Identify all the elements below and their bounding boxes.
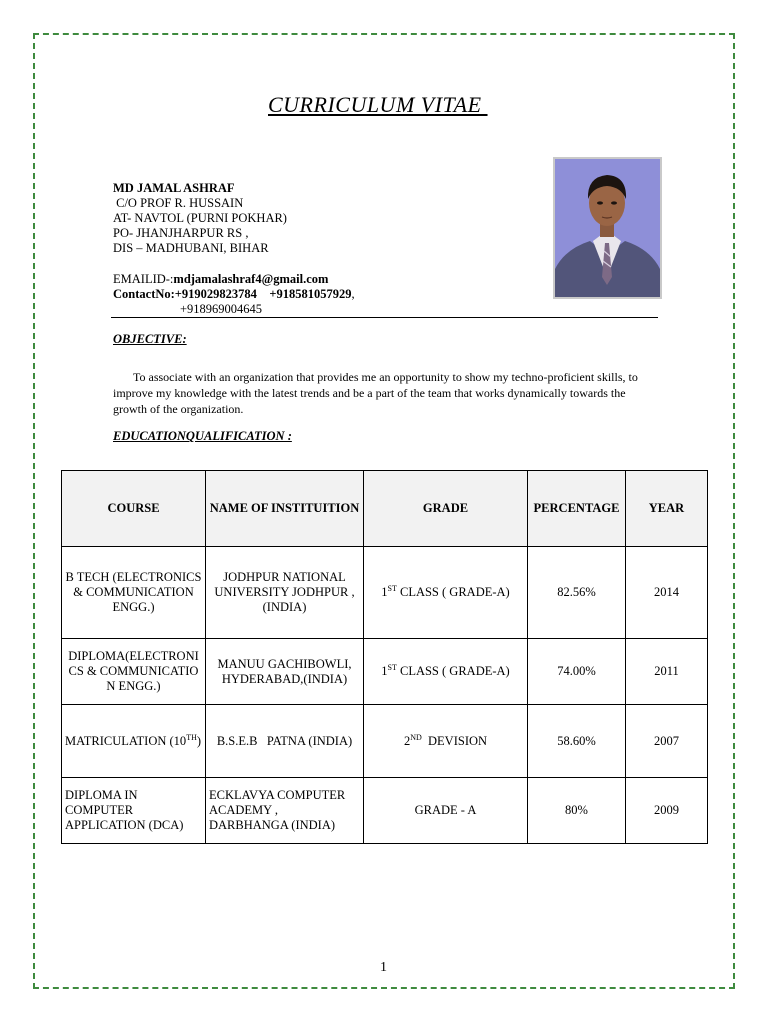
grade-cell: 1ST CLASS ( GRADE-A) xyxy=(364,547,528,639)
page-number: 1 xyxy=(380,960,387,975)
applicant-name: MD JAMAL ASHRAF xyxy=(113,181,235,195)
header-divider xyxy=(111,317,658,318)
course-cell: MATRICULATION (10TH) xyxy=(62,705,206,778)
address-line: AT- NAVTOL (PURNI POKHAR) xyxy=(113,211,287,225)
institution-cell: MANUU GACHIBOWLI, HYDERABAD,(INDIA) xyxy=(206,639,364,705)
percentage-cell: 80% xyxy=(528,778,626,844)
document-title: CURRICULUM VITAE xyxy=(268,92,488,117)
header-grade: GRADE xyxy=(364,471,528,547)
grade-cell: 2ND DEVISION xyxy=(364,705,528,778)
year-cell: 2011 xyxy=(626,639,708,705)
education-table xyxy=(61,470,708,844)
table-row xyxy=(62,705,708,778)
year-cell: 2009 xyxy=(626,778,708,844)
table-header-row xyxy=(62,471,708,547)
institution-cell: ECKLAVYA COMPUTER ACADEMY , DARBHANGA (INDIA) xyxy=(206,778,364,844)
header-course: COURSE xyxy=(62,471,206,547)
year-cell: 2007 xyxy=(626,705,708,778)
year-cell: 2014 xyxy=(626,547,708,639)
phone-line: ContactNo:+919029823784 +918581057929, xyxy=(113,287,355,301)
address-line: DIS – MADHUBANI, BIHAR xyxy=(113,241,269,255)
grade-cell: 1ST CLASS ( GRADE-A) xyxy=(364,639,528,705)
table-row xyxy=(62,778,708,844)
grade-cell: GRADE - A xyxy=(364,778,528,844)
phone-tertiary: +918969004645 xyxy=(180,302,263,316)
percentage-cell: 82.56% xyxy=(528,547,626,639)
institution-cell: JODHPUR NATIONAL UNIVERSITY JODHPUR ,(INDIA) xyxy=(206,547,364,639)
objective-heading: OBJECTIVE: xyxy=(113,332,187,346)
institution-cell: B.S.E.B PATNA (INDIA) xyxy=(206,705,364,778)
header-year: YEAR xyxy=(626,471,708,547)
contact-block xyxy=(113,181,355,317)
address-line: PO- JHANJHARPUR RS , xyxy=(113,226,249,240)
email-line: EMAILID-:mdjamalashraf4@gmail.com xyxy=(113,272,329,286)
course-cell: DIPLOMA(ELECTRONICS & COMMUNICATION ENGG.) xyxy=(62,639,206,705)
table-row xyxy=(62,547,708,639)
phone-primary: +919029823784 xyxy=(174,287,257,301)
table-row xyxy=(62,639,708,705)
objective-text: To associate with an organization that provides me an opportunity to show my techno-proficient skills, to improve my knowledge with the latest trends and be a part of the team that works dynamically towards the growth of the organization. xyxy=(113,370,638,416)
address-line: C/O PROF R. HUSSAIN xyxy=(113,196,244,210)
applicant-photo xyxy=(553,157,662,299)
phone-line-2 xyxy=(113,302,355,317)
header-institution: NAME OF INSTITUITION xyxy=(206,471,364,547)
percentage-cell: 74.00% xyxy=(528,639,626,705)
email-address: mdjamalashraf4@gmail.com xyxy=(173,272,329,286)
education-heading: EDUCATIONQUALIFICATION : xyxy=(113,429,292,443)
header-percentage: PERCENTAGE xyxy=(528,471,626,547)
course-cell: DIPLOMA IN COMPUTER APPLICATION (DCA) xyxy=(62,778,206,844)
phone-secondary: +918581057929 xyxy=(269,287,352,301)
course-cell: B TECH (ELECTRONICS & COMMUNICATION ENGG.) xyxy=(62,547,206,639)
percentage-cell: 58.60% xyxy=(528,705,626,778)
